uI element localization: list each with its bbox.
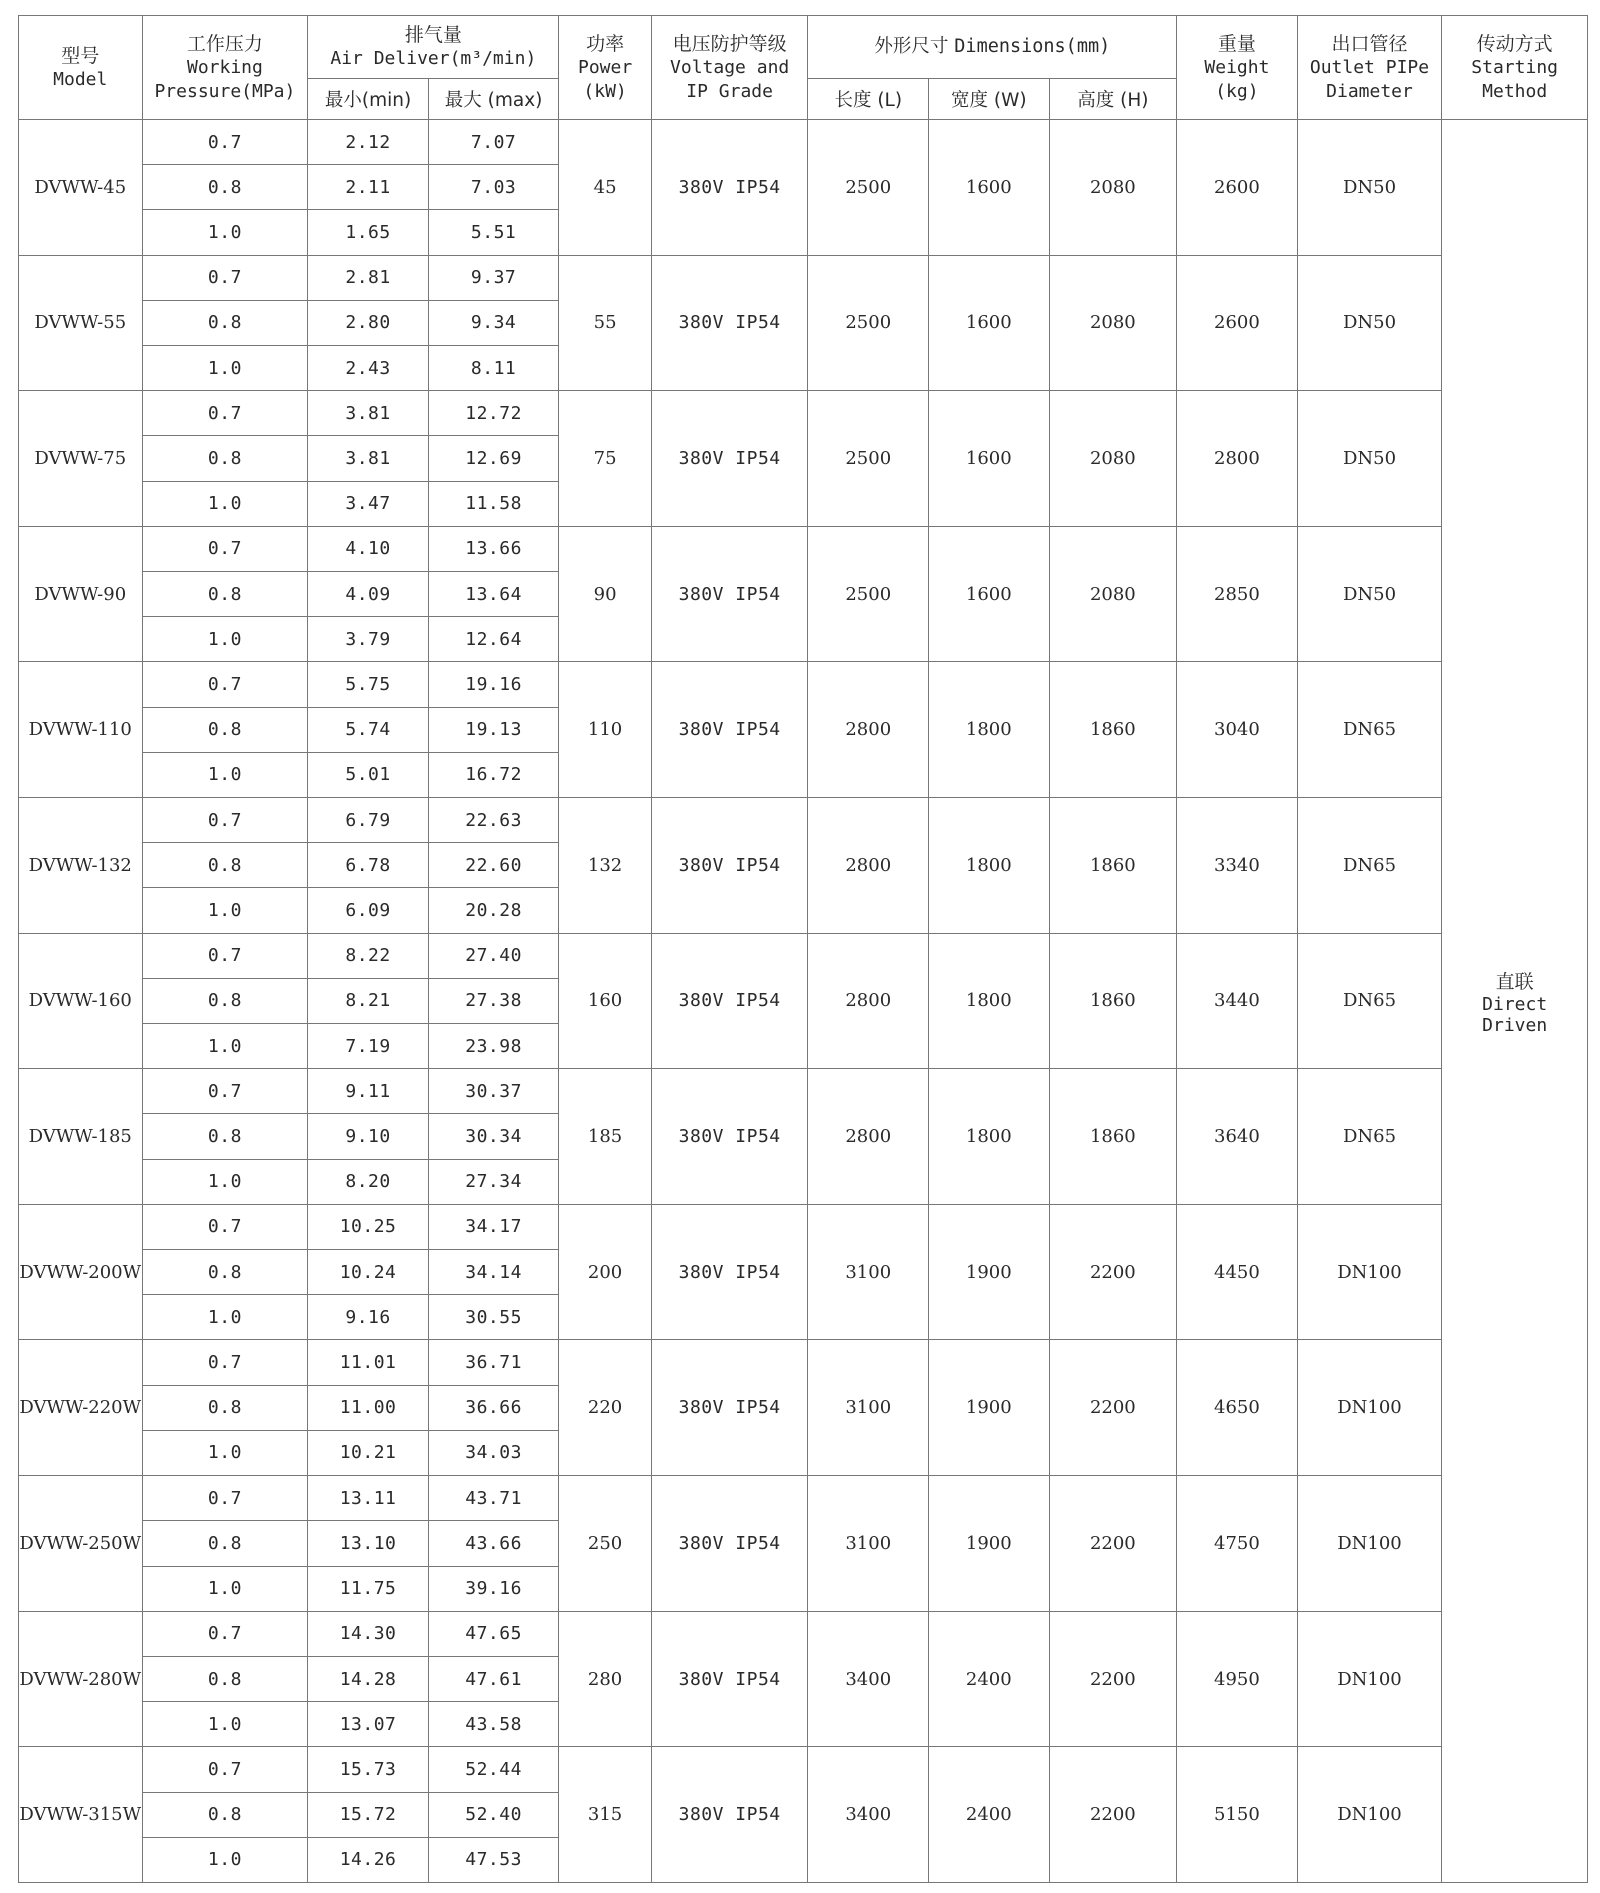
header-weight: 重量 Weight (kg)	[1177, 16, 1298, 120]
pressure-cell: 0.7	[142, 1340, 308, 1385]
model-cell: DVWW-160	[19, 933, 143, 1069]
pressure-cell: 0.8	[142, 843, 308, 888]
table-row	[19, 255, 1588, 300]
air-min-cell: 11.75	[308, 1566, 429, 1611]
air-max-cell: 30.55	[428, 1295, 559, 1340]
air-max-cell: 22.63	[428, 798, 559, 843]
power-cell: 315	[559, 1747, 651, 1883]
weight-cell: 3640	[1177, 1069, 1298, 1205]
header-power: 功率 Power (kW)	[559, 16, 651, 120]
pressure-cell: 0.7	[142, 120, 308, 165]
air-max-cell: 20.28	[428, 888, 559, 933]
power-cell: 220	[559, 1340, 651, 1476]
width-cell: 1900	[929, 1476, 1050, 1612]
height-cell: 2200	[1049, 1476, 1177, 1612]
model-cell: DVWW-75	[19, 391, 143, 527]
air-min-cell: 9.10	[308, 1114, 429, 1159]
width-cell: 2400	[929, 1611, 1050, 1747]
height-cell: 2200	[1049, 1611, 1177, 1747]
starting-method-cell	[1442, 120, 1588, 1883]
length-cell: 2500	[808, 391, 929, 527]
weight-cell: 4750	[1177, 1476, 1298, 1612]
air-min-cell: 8.20	[308, 1159, 429, 1204]
voltage-cell: 380V IP54	[651, 1204, 808, 1340]
model-cell: DVWW-280W	[19, 1611, 143, 1747]
air-min-cell: 3.79	[308, 617, 429, 662]
power-cell: 45	[559, 120, 651, 256]
air-max-cell: 8.11	[428, 346, 559, 391]
height-cell: 2080	[1049, 391, 1177, 527]
pressure-cell: 1.0	[142, 888, 308, 933]
voltage-cell: 380V IP54	[651, 1611, 808, 1747]
outlet-cell: DN50	[1297, 526, 1442, 662]
header-voltage: 电压防护等级 Voltage and IP Grade	[651, 16, 808, 120]
air-max-cell: 13.64	[428, 572, 559, 617]
power-cell: 200	[559, 1204, 651, 1340]
table-row	[19, 120, 1588, 165]
outlet-cell: DN100	[1297, 1747, 1442, 1883]
pressure-cell: 1.0	[142, 1024, 308, 1069]
air-max-cell: 19.16	[428, 662, 559, 707]
width-cell: 1800	[929, 662, 1050, 798]
length-cell: 2800	[808, 662, 929, 798]
width-cell: 2400	[929, 1747, 1050, 1883]
air-min-cell: 13.07	[308, 1702, 429, 1747]
air-min-cell: 9.16	[308, 1295, 429, 1340]
header-model: 型号 Model	[19, 16, 143, 120]
model-cell: DVWW-90	[19, 526, 143, 662]
table-row	[19, 526, 1588, 571]
power-cell: 185	[559, 1069, 651, 1205]
voltage-cell: 380V IP54	[651, 1476, 808, 1612]
header-outlet: 出口管径 Outlet PIPe Diameter	[1297, 16, 1442, 120]
pressure-cell: 0.7	[142, 933, 308, 978]
width-cell: 1600	[929, 526, 1050, 662]
outlet-cell: DN100	[1297, 1476, 1442, 1612]
model-cell: DVWW-110	[19, 662, 143, 798]
outlet-cell: DN100	[1297, 1340, 1442, 1476]
air-min-cell: 15.72	[308, 1792, 429, 1837]
width-cell: 1600	[929, 255, 1050, 391]
width-cell: 1800	[929, 798, 1050, 934]
header-dimensions: 外形尺寸 Dimensions(mm)	[808, 16, 1177, 79]
model-cell: DVWW-220W	[19, 1340, 143, 1476]
power-cell: 110	[559, 662, 651, 798]
width-cell: 1600	[929, 391, 1050, 527]
pressure-cell: 0.8	[142, 165, 308, 210]
pressure-cell: 1.0	[142, 346, 308, 391]
pressure-cell: 0.7	[142, 1204, 308, 1249]
pressure-cell: 0.8	[142, 1656, 308, 1701]
voltage-cell: 380V IP54	[651, 1747, 808, 1883]
voltage-cell: 380V IP54	[651, 391, 808, 527]
table-row	[19, 798, 1588, 843]
air-min-cell: 4.10	[308, 526, 429, 571]
air-max-cell: 34.17	[428, 1204, 559, 1249]
weight-cell: 5150	[1177, 1747, 1298, 1883]
air-max-cell: 36.66	[428, 1385, 559, 1430]
air-min-cell: 2.80	[308, 300, 429, 345]
air-min-cell: 5.75	[308, 662, 429, 707]
voltage-cell: 380V IP54	[651, 798, 808, 934]
width-cell: 1900	[929, 1340, 1050, 1476]
pressure-cell: 1.0	[142, 481, 308, 526]
length-cell: 2800	[808, 933, 929, 1069]
header-pressure: 工作压力 Working Pressure(MPa)	[142, 16, 308, 120]
pressure-cell: 0.7	[142, 1476, 308, 1521]
air-max-cell: 34.14	[428, 1250, 559, 1295]
outlet-cell: DN65	[1297, 662, 1442, 798]
weight-cell: 4650	[1177, 1340, 1298, 1476]
air-max-cell: 27.40	[428, 933, 559, 978]
height-cell: 1860	[1049, 662, 1177, 798]
air-max-cell: 12.64	[428, 617, 559, 662]
voltage-cell: 380V IP54	[651, 120, 808, 256]
pressure-cell: 1.0	[142, 617, 308, 662]
height-cell: 2200	[1049, 1204, 1177, 1340]
width-cell: 1900	[929, 1204, 1050, 1340]
air-min-cell: 5.74	[308, 707, 429, 752]
air-min-cell: 7.19	[308, 1024, 429, 1069]
air-min-cell: 8.21	[308, 978, 429, 1023]
height-cell: 1860	[1049, 1069, 1177, 1205]
model-cell: DVWW-200W	[19, 1204, 143, 1340]
air-max-cell: 47.61	[428, 1656, 559, 1701]
air-min-cell: 6.79	[308, 798, 429, 843]
air-min-cell: 13.11	[308, 1476, 429, 1521]
weight-cell: 4450	[1177, 1204, 1298, 1340]
header-air-max: 最大 (max)	[428, 79, 559, 120]
air-min-cell: 6.09	[308, 888, 429, 933]
air-min-cell: 8.22	[308, 933, 429, 978]
air-max-cell: 43.58	[428, 1702, 559, 1747]
model-cell: DVWW-55	[19, 255, 143, 391]
pressure-cell: 0.8	[142, 436, 308, 481]
air-max-cell: 47.53	[428, 1837, 559, 1882]
table-row	[19, 1611, 1588, 1656]
header-length: 长度 (L)	[808, 79, 929, 120]
air-min-cell: 11.01	[308, 1340, 429, 1385]
weight-cell: 2600	[1177, 120, 1298, 256]
width-cell: 1800	[929, 1069, 1050, 1205]
length-cell: 3400	[808, 1747, 929, 1883]
voltage-cell: 380V IP54	[651, 933, 808, 1069]
pressure-cell: 1.0	[142, 752, 308, 797]
height-cell: 2080	[1049, 120, 1177, 256]
power-cell: 280	[559, 1611, 651, 1747]
air-max-cell: 47.65	[428, 1611, 559, 1656]
air-min-cell: 14.26	[308, 1837, 429, 1882]
width-cell: 1600	[929, 120, 1050, 256]
air-max-cell: 23.98	[428, 1024, 559, 1069]
pressure-cell: 1.0	[142, 1702, 308, 1747]
pressure-cell: 0.8	[142, 572, 308, 617]
pressure-cell: 0.7	[142, 255, 308, 300]
method-en-1: Direct	[1482, 993, 1548, 1015]
weight-cell: 3040	[1177, 662, 1298, 798]
pressure-cell: 0.8	[142, 300, 308, 345]
weight-cell: 4950	[1177, 1611, 1298, 1747]
table-body	[19, 120, 1588, 1883]
pressure-cell: 0.8	[142, 1114, 308, 1159]
air-min-cell: 14.30	[308, 1611, 429, 1656]
air-min-cell: 2.11	[308, 165, 429, 210]
header-air-deliver: 排气量 Air Deliver(m³/min)	[308, 16, 559, 79]
pressure-cell: 1.0	[142, 1430, 308, 1475]
table-row	[19, 391, 1588, 436]
model-cell: DVWW-250W	[19, 1476, 143, 1612]
weight-cell: 3440	[1177, 933, 1298, 1069]
power-cell: 250	[559, 1476, 651, 1612]
pressure-cell: 1.0	[142, 1295, 308, 1340]
pressure-cell: 0.7	[142, 798, 308, 843]
model-cell: DVWW-185	[19, 1069, 143, 1205]
air-min-cell: 15.73	[308, 1747, 429, 1792]
voltage-cell: 380V IP54	[651, 1069, 808, 1205]
outlet-cell: DN100	[1297, 1611, 1442, 1747]
air-min-cell: 1.65	[308, 210, 429, 255]
air-min-cell: 2.43	[308, 346, 429, 391]
outlet-cell: DN50	[1297, 391, 1442, 527]
width-cell: 1800	[929, 933, 1050, 1069]
model-cell: DVWW-45	[19, 120, 143, 256]
height-cell: 1860	[1049, 933, 1177, 1069]
air-max-cell: 43.66	[428, 1521, 559, 1566]
table-row	[19, 1747, 1588, 1792]
pressure-cell: 0.7	[142, 1747, 308, 1792]
air-min-cell: 9.11	[308, 1069, 429, 1114]
power-cell: 75	[559, 391, 651, 527]
air-max-cell: 11.58	[428, 481, 559, 526]
pressure-cell: 0.8	[142, 1792, 308, 1837]
length-cell: 3100	[808, 1340, 929, 1476]
length-cell: 2500	[808, 255, 929, 391]
pressure-cell: 1.0	[142, 210, 308, 255]
air-max-cell: 43.71	[428, 1476, 559, 1521]
air-max-cell: 52.40	[428, 1792, 559, 1837]
table-row	[19, 662, 1588, 707]
table-row	[19, 1340, 1588, 1385]
air-max-cell: 9.37	[428, 255, 559, 300]
air-max-cell: 9.34	[428, 300, 559, 345]
height-cell: 2200	[1049, 1340, 1177, 1476]
air-min-cell: 10.25	[308, 1204, 429, 1249]
air-max-cell: 13.66	[428, 526, 559, 571]
table-row	[19, 1204, 1588, 1249]
table-row	[19, 1069, 1588, 1114]
air-min-cell: 5.01	[308, 752, 429, 797]
voltage-cell: 380V IP54	[651, 255, 808, 391]
length-cell: 2800	[808, 798, 929, 934]
voltage-cell: 380V IP54	[651, 526, 808, 662]
air-min-cell: 2.12	[308, 120, 429, 165]
length-cell: 3100	[808, 1476, 929, 1612]
air-max-cell: 12.69	[428, 436, 559, 481]
length-cell: 2800	[808, 1069, 929, 1205]
length-cell: 3400	[808, 1611, 929, 1747]
air-max-cell: 27.34	[428, 1159, 559, 1204]
voltage-cell: 380V IP54	[651, 662, 808, 798]
air-max-cell: 12.72	[428, 391, 559, 436]
pressure-cell: 0.8	[142, 1250, 308, 1295]
air-max-cell: 22.60	[428, 843, 559, 888]
spec-table	[18, 15, 1588, 1883]
air-max-cell: 36.71	[428, 1340, 559, 1385]
model-cell: DVWW-315W	[19, 1747, 143, 1883]
pressure-cell: 0.7	[142, 662, 308, 707]
power-cell: 55	[559, 255, 651, 391]
pressure-cell: 1.0	[142, 1566, 308, 1611]
air-max-cell: 30.37	[428, 1069, 559, 1114]
air-max-cell: 27.38	[428, 978, 559, 1023]
pressure-cell: 1.0	[142, 1837, 308, 1882]
outlet-cell: DN65	[1297, 1069, 1442, 1205]
air-max-cell: 52.44	[428, 1747, 559, 1792]
air-max-cell: 16.72	[428, 752, 559, 797]
length-cell: 2500	[808, 120, 929, 256]
weight-cell: 3340	[1177, 798, 1298, 934]
length-cell: 2500	[808, 526, 929, 662]
outlet-cell: DN65	[1297, 933, 1442, 1069]
air-min-cell: 10.24	[308, 1250, 429, 1295]
power-cell: 160	[559, 933, 651, 1069]
air-max-cell: 30.34	[428, 1114, 559, 1159]
air-min-cell: 14.28	[308, 1656, 429, 1701]
height-cell: 2080	[1049, 255, 1177, 391]
header-starting-method: 传动方式 Starting Method	[1442, 16, 1588, 120]
air-min-cell: 3.47	[308, 481, 429, 526]
power-cell: 132	[559, 798, 651, 934]
pressure-cell: 0.7	[142, 1069, 308, 1114]
air-min-cell: 3.81	[308, 436, 429, 481]
table-header	[19, 16, 1588, 120]
height-cell: 2080	[1049, 526, 1177, 662]
outlet-cell: DN50	[1297, 120, 1442, 256]
header-height: 高度 (H)	[1049, 79, 1177, 120]
pressure-cell: 0.7	[142, 526, 308, 571]
outlet-cell: DN65	[1297, 798, 1442, 934]
header-width: 宽度 (W)	[929, 79, 1050, 120]
air-max-cell: 7.03	[428, 165, 559, 210]
weight-cell: 2600	[1177, 255, 1298, 391]
voltage-cell: 380V IP54	[651, 1340, 808, 1476]
outlet-cell: DN50	[1297, 255, 1442, 391]
height-cell: 2200	[1049, 1747, 1177, 1883]
pressure-cell: 0.7	[142, 1611, 308, 1656]
weight-cell: 2800	[1177, 391, 1298, 527]
table-row	[19, 1476, 1588, 1521]
air-max-cell: 34.03	[428, 1430, 559, 1475]
air-min-cell: 3.81	[308, 391, 429, 436]
air-min-cell: 4.09	[308, 572, 429, 617]
length-cell: 3100	[808, 1204, 929, 1340]
air-min-cell: 2.81	[308, 255, 429, 300]
method-zh: 直联	[1495, 970, 1534, 993]
pressure-cell: 0.8	[142, 1385, 308, 1430]
pressure-cell: 1.0	[142, 1159, 308, 1204]
table-row	[19, 933, 1588, 978]
air-min-cell: 11.00	[308, 1385, 429, 1430]
pressure-cell: 0.8	[142, 978, 308, 1023]
air-max-cell: 5.51	[428, 210, 559, 255]
power-cell: 90	[559, 526, 651, 662]
air-min-cell: 13.10	[308, 1521, 429, 1566]
air-min-cell: 10.21	[308, 1430, 429, 1475]
pressure-cell: 0.8	[142, 1521, 308, 1566]
weight-cell: 2850	[1177, 526, 1298, 662]
air-max-cell: 39.16	[428, 1566, 559, 1611]
air-min-cell: 6.78	[308, 843, 429, 888]
air-max-cell: 7.07	[428, 120, 559, 165]
air-max-cell: 19.13	[428, 707, 559, 752]
pressure-cell: 0.7	[142, 391, 308, 436]
model-cell: DVWW-132	[19, 798, 143, 934]
header-air-min: 最小(min)	[308, 79, 429, 120]
method-en-2: Driven	[1482, 1014, 1548, 1036]
height-cell: 1860	[1049, 798, 1177, 934]
outlet-cell: DN100	[1297, 1204, 1442, 1340]
pressure-cell: 0.8	[142, 707, 308, 752]
